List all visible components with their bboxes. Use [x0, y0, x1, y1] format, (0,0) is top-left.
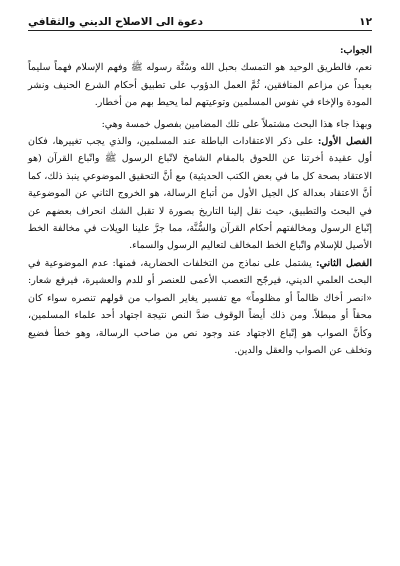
page-body [28, 42, 372, 359]
chapter-two-paragraph [28, 255, 372, 359]
chapter-one-label: الفصل الأول: [317, 136, 372, 148]
page-header [28, 10, 372, 28]
header-divider [28, 30, 372, 31]
chapter-two-text: يشتمل على نماذج من التخلفات الحضارية، فمنها: عدم الموضوعية في البحث العلمي الديني، فيرجّح التعصب الأعمى للعنصر أو للدم والعشيرة، فيرفع شعار: «انصر أخاك ظالماً أو مظلوماً» مع تفسير يغاير الصواب من قولهم تنصره سواء كان محقاً أو مبطلاً. ومن ذلك أيضاً الوقوف ضدَّ النص نتيجة اجتهاد أحد علماء المسلمين، وكأنَّ الصواب هو إتّباع الاجتهاد عند وجود نص من صاحب الرسالة، وهو خطأ فضيع وتخلف عن الصواب والعقل والدين. [28, 257, 372, 356]
chapter-one-text: على ذكر الاعتقادات الباطلة عند المسلمين، والذي يجب تغييرها، فكان أول عقيدة أخرتنا عن اللحوق بالمقام الشامخ لاتّباع الرسول ﷺ واتّباع القرآن (هو الاعتقاد بصحة كل ما في بعض الكتب الحديثية) مع أنَّ التحقيق الموضوعي ينبذ ذلك، كما أنَّ الاعتقاد بعدالة كل الجيل الأول من أتباع الرسالة، هو الخروج الثاني عن الموضوعية في البحث والتطبيق، حيث نقل إلينا التاريخ بصورة لا تقبل الشك انحراف بعضهم عن إتّباع الرسول ومخالفتهم أحكام القرآن والسُّنَّة، مما جرَّ علينا الويلات في مخالفة الخط الأصيل للإسلام واتّباع الخط المخالف لتعاليم الرسول والسماء. [28, 136, 372, 252]
chapter-one-paragraph [28, 133, 372, 255]
running-title: دعوة الى الاصلاح الديني والثقافي [28, 16, 204, 28]
answer-paragraph: نعم، فالطريق الوحيد هو التمسك بحبل الله وسُنَّة رسوله ﷺ وفهم الإسلام فهماً سليماً بعيداً عن مزاعم المنافقين، ثُمَّ العمل الدؤوب على تطبيق أحكام الشرع الحنيف ونشر المودة والإخاء في نفوس المسلمين وتوعيتهم لما يحيط بهم من أخطار. [28, 62, 372, 109]
chapter-two-label: الفصل الثاني: [315, 257, 372, 269]
intro-paragraph: وبهذا جاء هذا البحث مشتملاً على تلك المضامين بفصول خمسة وهي: [101, 118, 372, 130]
answer-label: الجواب: [340, 45, 372, 56]
page-number: ١٢ [359, 16, 372, 28]
